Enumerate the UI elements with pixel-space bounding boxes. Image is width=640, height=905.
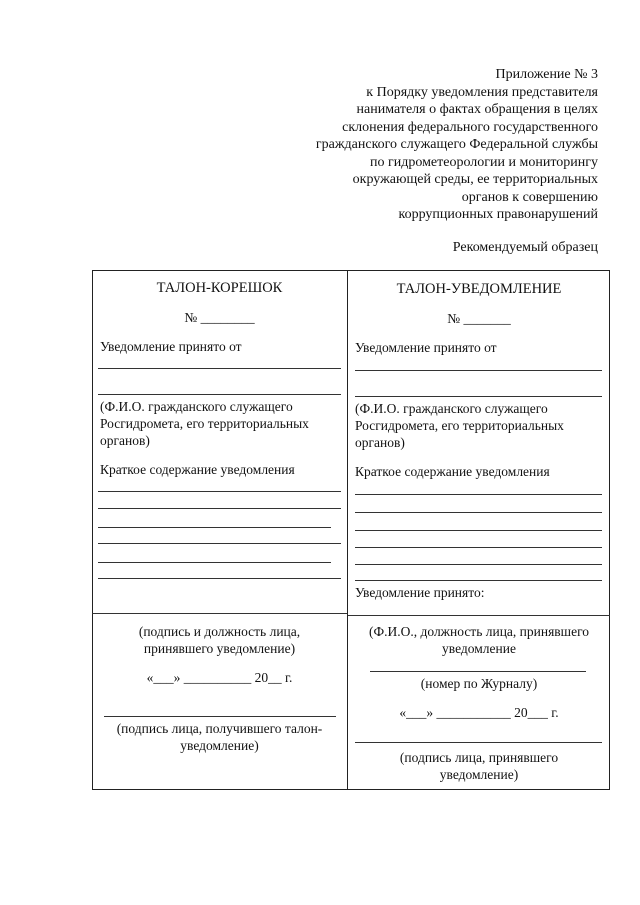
right-fio-line: (Ф.И.О. гражданского служащего xyxy=(355,401,548,416)
right-blank-line xyxy=(355,580,602,581)
left-fio-line: Росгидромета, его территориальных xyxy=(100,416,309,431)
left-blank-line xyxy=(98,394,341,395)
appendix-line: нанимателя о фактах обращения в целях xyxy=(356,102,598,117)
right-blank-line xyxy=(355,564,602,565)
left-fio-line: органов) xyxy=(100,433,150,448)
left-blank-line xyxy=(98,508,341,509)
recommended-sample-label: Рекомендуемый образец xyxy=(452,240,598,255)
right-date-field: «___» ___________ 20___ г. xyxy=(399,705,559,720)
left-blank-line xyxy=(98,368,341,369)
left-date-field: «___» __________ 20__ г. xyxy=(146,670,293,685)
right-signature-caption: (подпись лица, принявшего xyxy=(399,750,559,765)
right-received-from: Уведомление принято от xyxy=(355,340,497,355)
right-section-divider xyxy=(348,615,610,616)
right-fio-line: органов) xyxy=(355,435,405,450)
left-fio-line: (Ф.И.О. гражданского служащего xyxy=(100,399,293,414)
right-blank-line xyxy=(355,530,602,531)
right-acceptor-caption: уведомление xyxy=(442,641,516,656)
left-blank-line xyxy=(104,716,336,717)
right-title: ТАЛОН-УВЕДОМЛЕНИЕ xyxy=(396,281,562,297)
left-signature-caption: принявшего уведомление) xyxy=(143,641,296,656)
left-summary-label: Краткое содержание уведомления xyxy=(100,462,295,477)
right-blank-line xyxy=(355,512,602,513)
left-blank-line xyxy=(98,543,341,544)
right-summary-label: Краткое содержание уведомления xyxy=(355,464,550,479)
right-fio-line: Росгидромета, его территориальных xyxy=(355,418,564,433)
left-receiver-caption: (подпись лица, получившего талон- xyxy=(116,721,323,736)
appendix-line: органов к совершению xyxy=(461,189,598,205)
left-blank-line xyxy=(98,562,331,563)
right-number: № _______ xyxy=(447,311,511,326)
right-signature-caption: уведомление) xyxy=(439,767,519,782)
left-number: № ________ xyxy=(184,310,255,325)
appendix-header xyxy=(316,66,598,224)
left-blank-line xyxy=(98,491,341,492)
appendix-line: склонения федерального государственного xyxy=(342,119,598,135)
left-blank-line xyxy=(98,578,341,579)
right-blank-line xyxy=(355,396,602,397)
right-acceptor-caption: (Ф.И.О., должность лица, принявшего xyxy=(368,624,590,639)
appendix-line: коррупционных правонарушений xyxy=(398,207,598,222)
right-blank-line xyxy=(355,742,602,743)
right-accepted-label: Уведомление принято: xyxy=(355,585,485,600)
right-blank-line xyxy=(370,671,586,672)
left-receiver-caption: уведомление) xyxy=(180,738,259,753)
right-journal-caption: (номер по Журналу) xyxy=(420,676,538,691)
right-blank-line xyxy=(355,547,602,548)
right-blank-line xyxy=(355,494,602,495)
right-blank-line xyxy=(355,370,602,371)
appendix-line: по гидрометеорологии и мониторингу xyxy=(369,154,598,170)
appendix-line: гражданского служащего Федеральной службы xyxy=(315,137,598,152)
left-signature-caption: (подпись и должность лица, xyxy=(138,624,301,639)
left-section-divider xyxy=(92,613,347,614)
appendix-line: окружающей среды, ее территориальных xyxy=(352,172,598,187)
left-received-from: Уведомление принято от xyxy=(100,339,242,354)
left-blank-line xyxy=(98,527,331,528)
appendix-line: к Порядку уведомления представителя xyxy=(366,84,598,100)
appendix-line: Приложение № 3 xyxy=(495,67,598,82)
left-title: ТАЛОН-КОРЕШОК xyxy=(156,280,283,296)
